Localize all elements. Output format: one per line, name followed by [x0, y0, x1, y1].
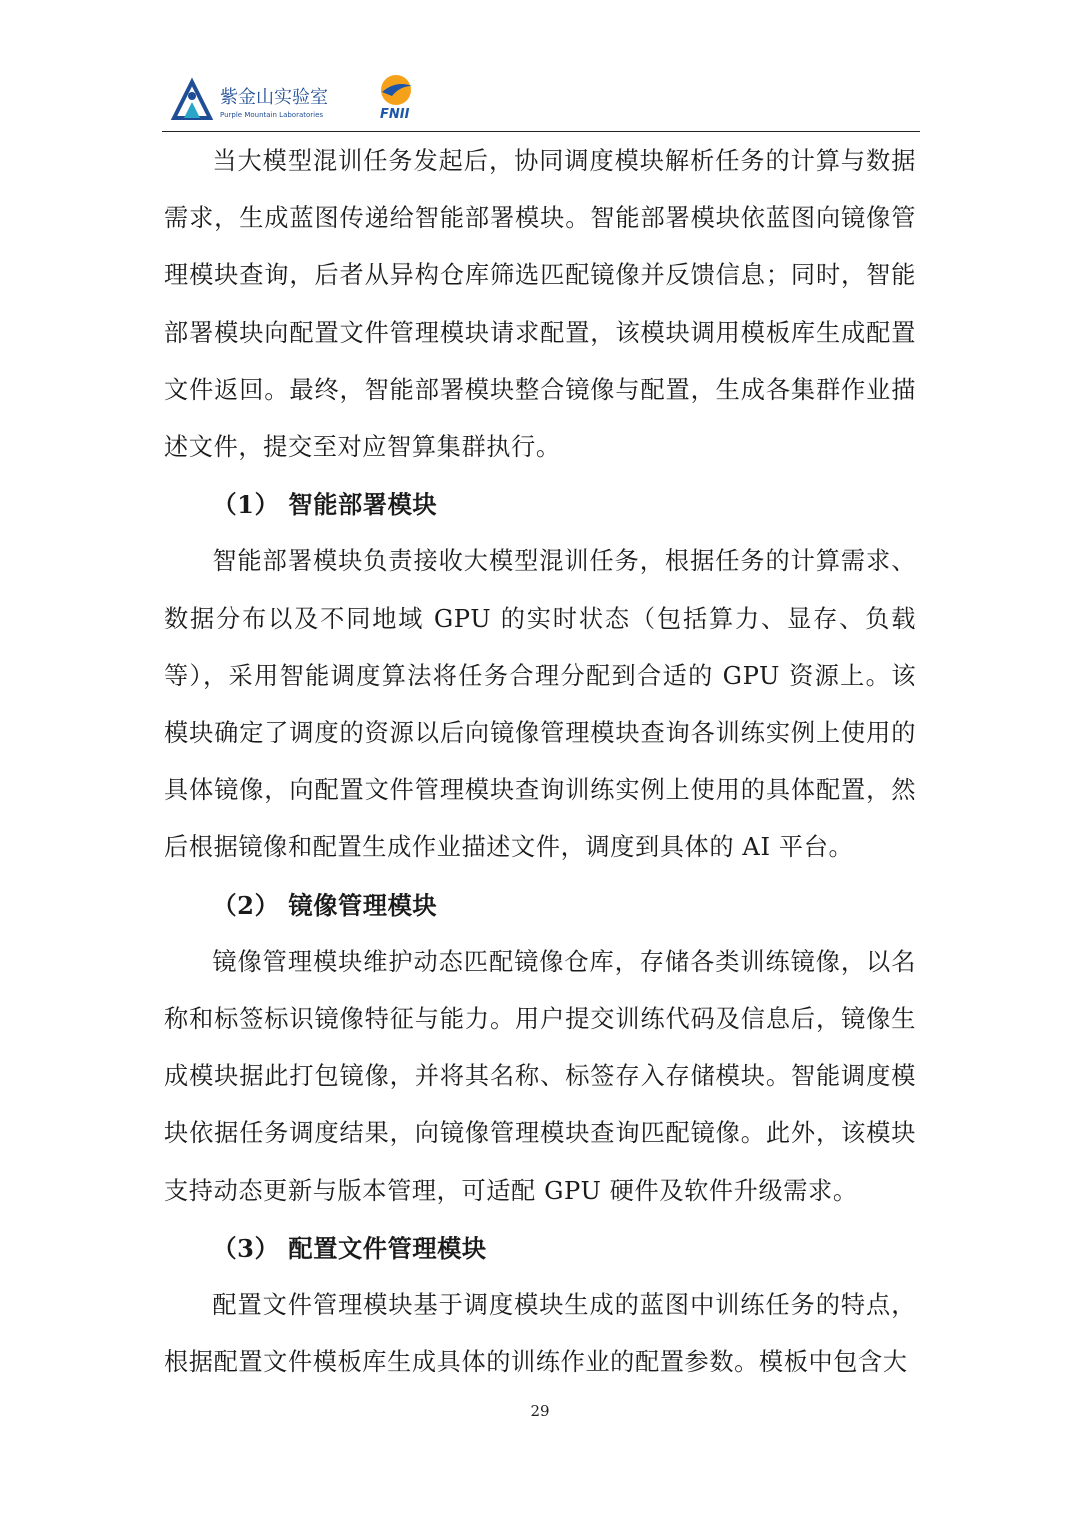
- intro-paragraph: 当大模型混训任务发起后，协同调度模块解析任务的计算与数据需求，生成蓝图传递给智能部署模块。智能部署模块依蓝图向镜像管理模块查询，后者从异构仓库筛选匹配镜像并反馈信息；同时，智能部署模块向配置文件管理模块请求配置，该模块调用模板库生成配置文件返回。最终，智能部署模块整合镜像与配置，生成各集群作业描述文件，提交至对应智算集群执行。: [164, 147, 916, 462]
- section-body-image-management: 镜像管理模块维护动态匹配镜像仓库，存储各类训练镜像，以名称和标签标识镜像特征与能力。用户提交训练代码及信息后，镜像生成模块据此打包镜像，并将其名称、标签存入存储模块。智能调度模块依据任务调度结果，向镜像管理模块查询匹配镜像。此外，该模块支持动态更新与版本管理，可适配 GPU 硬件及软件升级需求。: [164, 947, 916, 1205]
- section-heading-deployment: （1） 智能部署模块: [212, 490, 438, 520]
- purple-mountain-logo: [170, 76, 370, 122]
- lab-name-en: Purple Mountain Laboratories: [220, 111, 324, 119]
- section-heading-image-management: （2） 镜像管理模块: [212, 890, 438, 920]
- section-heading-config-management: （3） 配置文件管理模块: [212, 1233, 487, 1263]
- section-body-config-management: 配置文件管理模块基于调度模块生成的蓝图中训练任务的特点，根据配置文件模板库生成具体的训练作业的配置参数。模板中包含大: [164, 1291, 916, 1377]
- mountain-triangle-icon: [174, 82, 210, 118]
- page-body: [164, 133, 916, 1391]
- section-body-deployment: 智能部署模块负责接收大模型混训任务，根据任务的计算需求、数据分布以及不同地域 GPU 的实时状态（包括算力、显存、负载等），采用智能调度算法将任务合理分配到合适的 GPU 资源上。该模块确定了调度的资源以后向镜像管理模块查询各训练实例上使用的具体镜像，向配置文件管理模块查询训练实例上使用的具体配置，然后根据镜像和配置生成作业描述文件，调度到具体的 AI 平台。: [164, 547, 916, 862]
- page-header: [162, 70, 920, 132]
- fnii-logo-text: FNII: [380, 107, 410, 120]
- fnii-logo: [370, 72, 430, 120]
- page-number: 29: [530, 1402, 550, 1420]
- header-divider: [162, 131, 920, 132]
- lab-name-cn: 紫金山实验室: [220, 87, 328, 108]
